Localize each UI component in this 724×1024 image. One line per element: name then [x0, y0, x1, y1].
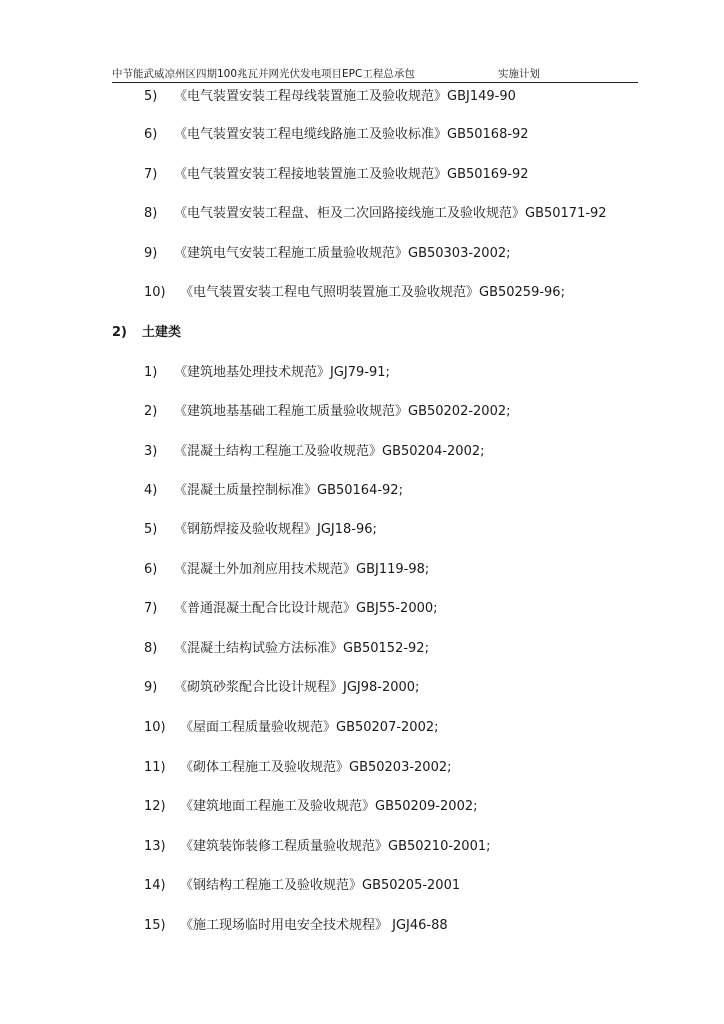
- list-item: [144, 285, 565, 301]
- section-number: 2): [112, 325, 127, 340]
- list-item-number: 11): [144, 760, 166, 775]
- list-item: [144, 601, 438, 617]
- list-item-text: 《屋面工程质量验收规范》GB50207-2002;: [180, 720, 439, 735]
- list-item-number: 1): [144, 365, 158, 380]
- list-item: [144, 206, 607, 222]
- list-item: [144, 839, 491, 855]
- list-item-text: 《电气装置安装工程电缆线路施工及验收标准》GB50168-92: [174, 127, 529, 142]
- list-item-text: 《电气装置安装工程电气照明装置施工及验收规范》GB50259-96;: [180, 285, 565, 300]
- section-heading: [112, 325, 181, 341]
- list-item: [144, 918, 448, 934]
- list-item: [144, 167, 529, 183]
- list-item: [144, 404, 511, 420]
- list-item-text: 《建筑地面工程施工及验收规范》GB50209-2002;: [180, 799, 478, 814]
- list-item-number: 13): [144, 839, 166, 854]
- list-item-number: 2): [144, 404, 158, 419]
- list-item-text: 《电气装置安装工程母线装置施工及验收规范》GBJ149-90: [174, 89, 516, 104]
- list-item-text: 《钢结构工程施工及验收规范》GB50205-2001: [180, 878, 461, 893]
- list-item-text: 《混凝土外加剂应用技术规范》GBJ119-98;: [174, 562, 430, 577]
- list-item-number: 10): [144, 720, 166, 735]
- list-item: [144, 720, 439, 736]
- list-item-number: 12): [144, 799, 166, 814]
- list-item-text: 《混凝土结构试验方法标准》GB50152-92;: [174, 641, 429, 656]
- list-item-number: 8): [144, 206, 158, 221]
- list-item-number: 5): [144, 89, 158, 104]
- list-item-number: 6): [144, 127, 158, 142]
- list-item: [144, 365, 390, 381]
- list-item-text: 《建筑装饰装修工程质量验收规范》GB50210-2001;: [180, 839, 491, 854]
- list-item-text: 《施工现场临时用电安全技术规程》 JGJ46-88: [180, 918, 448, 933]
- list-item: [144, 89, 516, 105]
- page-header: [112, 68, 638, 83]
- list-item: [144, 444, 485, 460]
- header-section-title: 实施计划: [498, 68, 540, 80]
- list-item-number: 14): [144, 878, 166, 893]
- list-item-number: 6): [144, 562, 158, 577]
- list-item-number: 9): [144, 246, 158, 261]
- list-item-number: 3): [144, 444, 158, 459]
- list-item-text: 《砌体工程施工及验收规范》GB50203-2002;: [180, 760, 452, 775]
- list-item-text: 《电气装置安装工程盘、柜及二次回路接线施工及验收规范》GB50171-92: [174, 206, 607, 221]
- list-item-number: 10): [144, 285, 166, 300]
- list-item-text: 《建筑电气安装工程施工质量验收规范》GB50303-2002;: [174, 246, 511, 261]
- list-item-number: 4): [144, 483, 158, 498]
- section-title: 土建类: [142, 325, 182, 340]
- list-item-text: 《砌筑砂浆配合比设计规程》JGJ98-2000;: [174, 680, 420, 695]
- list-item-text: 《普通混凝土配合比设计规范》GBJ55-2000;: [174, 601, 438, 616]
- list-item-text: 《混凝土质量控制标准》GB50164-92;: [174, 483, 403, 498]
- header-project-title: 中节能武威凉州区四期100兆瓦并网光伏发电项目EPC工程总承包: [112, 68, 415, 80]
- list-item: [144, 878, 460, 894]
- list-item-number: 7): [144, 601, 158, 616]
- list-item-text: 《钢筋焊接及验收规程》JGJ18-96;: [174, 522, 377, 537]
- list-item-text: 《建筑地基基础工程施工质量验收规范》GB50202-2002;: [174, 404, 511, 419]
- list-item-number: 9): [144, 680, 158, 695]
- list-item-number: 7): [144, 167, 158, 182]
- list-item: [144, 760, 452, 776]
- list-item-number: 8): [144, 641, 158, 656]
- list-item: [144, 641, 429, 657]
- list-item: [144, 246, 511, 262]
- list-item-number: 5): [144, 522, 158, 537]
- list-item: [144, 680, 419, 696]
- list-item: [144, 562, 429, 578]
- list-item: [144, 483, 403, 499]
- list-item: [144, 799, 478, 815]
- list-item-text: 《混凝土结构工程施工及验收规范》GB50204-2002;: [174, 444, 485, 459]
- list-item-number: 15): [144, 918, 166, 933]
- list-item: [144, 522, 377, 538]
- list-item-text: 《建筑地基处理技术规范》JGJ79-91;: [174, 365, 390, 380]
- list-item: [144, 127, 529, 143]
- list-item-text: 《电气装置安装工程接地装置施工及验收规范》GB50169-92: [174, 167, 529, 182]
